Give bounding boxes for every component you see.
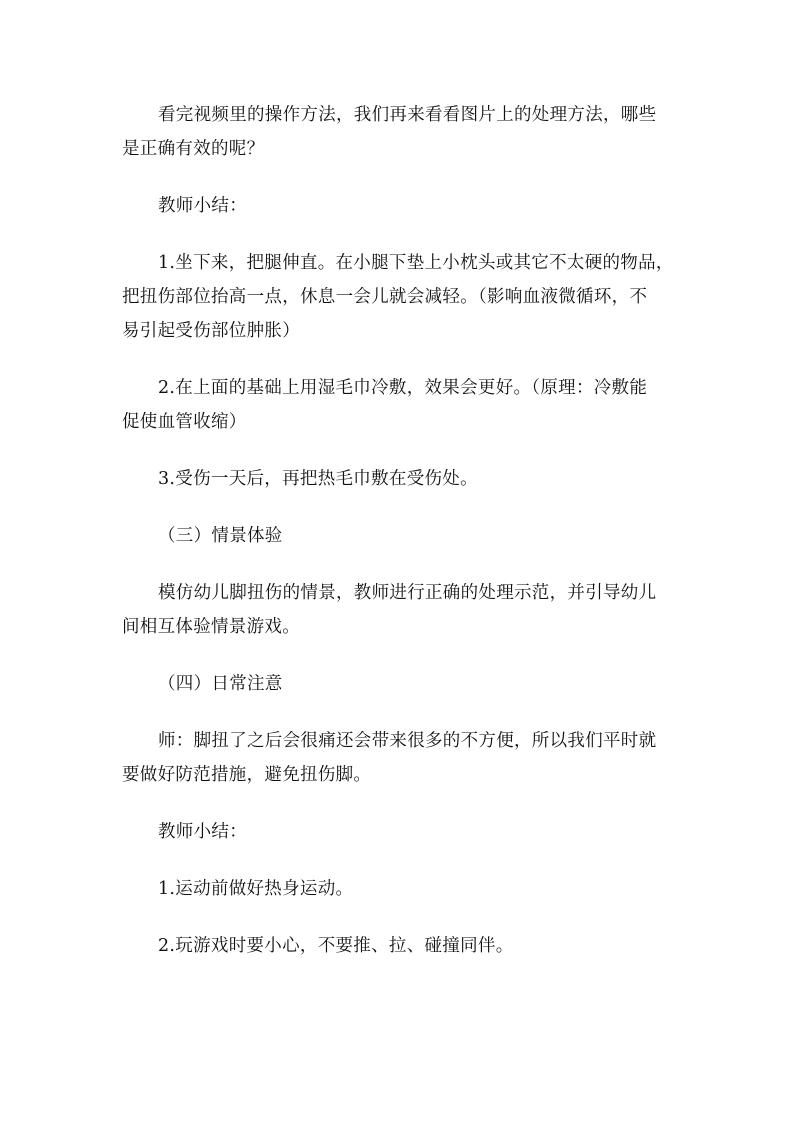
paragraph-step-2: 2.在上面的基础上用湿毛巾冷敷，效果会更好。（原理：冷敷能 促使血管收缩） (122, 378, 648, 432)
section-heading-daily-notes: （四）日常注意 (158, 674, 283, 694)
document-body (122, 98, 674, 986)
paragraph-step-1: 1.坐下来，把腿伸直。在小腿下垫上小枕头或其它不太硬的物品， 把扭伤部位抬高一点，休息一会儿就会减轻。（影响血液微循环，不 易引起受伤部位肿胀） (122, 253, 674, 341)
paragraph-teacher-summary-2: 教师小结： (158, 822, 247, 842)
paragraph-teacher-summary-1: 教师小结： (158, 196, 247, 216)
paragraph-step-3: 3.受伤一天后，再把热毛巾敷在受伤处。 (158, 469, 478, 489)
paragraph-scenario: 模仿幼儿脚扭伤的情景，教师进行正确的处理示范，并引导幼儿 间相互体验情景游戏。 (122, 583, 657, 637)
paragraph-tip-2: 2.玩游戏时要小心，不要推、拉、碰撞同伴。 (158, 936, 514, 956)
section-heading-scenario: （三）情景体验 (158, 526, 283, 546)
paragraph-teacher-remark: 师：脚扭了之后会很痛还会带来很多的不方便，所以我们平时就 要做好防范措施，避免扭伤脚。 (122, 731, 657, 785)
paragraph-intro-question: 看完视频里的操作方法，我们再来看看图片上的处理方法，哪些 是正确有效的呢？ (122, 105, 657, 159)
paragraph-tip-1: 1.运动前做好热身运动。 (158, 879, 354, 899)
